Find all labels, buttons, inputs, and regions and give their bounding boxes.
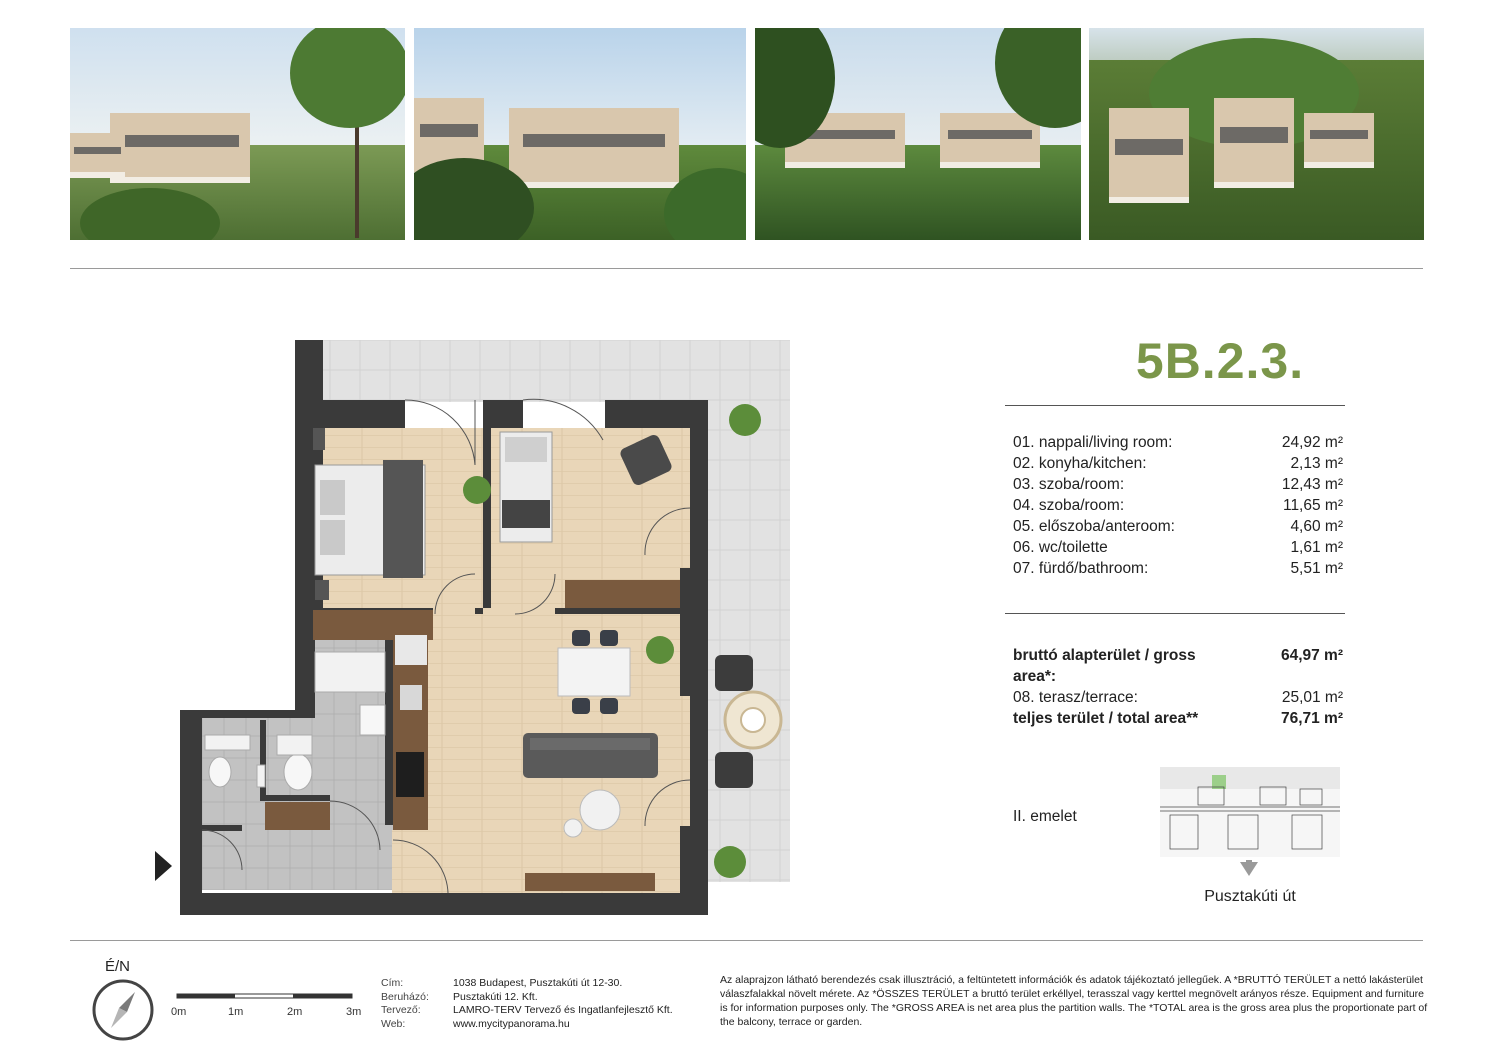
- sink: [360, 705, 385, 735]
- designer-value: LAMRO-TERV Tervező és Ingatlanfejlesztő Kft.: [453, 1004, 673, 1016]
- render-photo-2: [414, 28, 746, 240]
- gross-area-label: bruttó alapterület / gross area*:: [1013, 647, 1196, 685]
- room-row: [1013, 537, 1343, 558]
- total-area-value: 76,71 m²: [1280, 710, 1343, 727]
- room-list: [1013, 432, 1343, 579]
- info-divider-bottom: [1005, 613, 1345, 614]
- terrace-area-row: [1013, 687, 1343, 708]
- floor-plan: [180, 340, 790, 915]
- room-row: [1013, 453, 1343, 474]
- area-totals: [1013, 645, 1343, 729]
- room-area: 12,43 m²: [1281, 476, 1343, 493]
- street-label: Pusztakúti út: [1204, 888, 1296, 905]
- room-row: [1013, 474, 1343, 495]
- room-area: 11,65 m²: [1282, 497, 1343, 514]
- disclaimer-text: Az alaprajzon látható berendezés csak illusztráció, a feltüntetett információk és adatok tájékoztató jellegűek. A *BRUTTÓ TERÜLET a nettó lakásterület válaszfalakkal növelt mérete. Az *ÖSSZES TERÜLET a bruttó terület erkéllyel, terasszal vagy kerttel megnövelt arányos része. Equipment and furniture is for information purposes only. The *GROSS AREA is net area plus the partition walls. The *TOTAL area is the gross area plus the proportionate part of the balcony, terrace or garden.: [720, 974, 1428, 1028]
- room-row: [1013, 432, 1343, 453]
- room-row: [1013, 495, 1343, 516]
- top-divider: [70, 268, 1423, 269]
- room-area: 5,51 m²: [1290, 560, 1343, 577]
- toilet-bath: [284, 754, 312, 790]
- floor-label: II. emelet: [1013, 808, 1077, 825]
- gross-area-value: 64,97 m²: [1280, 647, 1343, 664]
- room-label: 06. wc/toilette: [1013, 539, 1108, 556]
- terrace: [323, 340, 790, 402]
- render-photo-4: [1089, 28, 1424, 240]
- scale-label-1: 1m: [228, 1006, 244, 1018]
- render-photo-3: [755, 28, 1081, 240]
- total-area-row: [1013, 708, 1343, 729]
- room-row: [1013, 516, 1343, 537]
- room-row: [1013, 558, 1343, 579]
- project-meta: [381, 977, 673, 1031]
- scale-label-0: 0m: [171, 1006, 187, 1018]
- bottom-divider: [70, 940, 1423, 941]
- scale-label-3: 3m: [346, 1006, 362, 1018]
- site-location-map: [1160, 767, 1340, 857]
- developer-value: Pusztakúti 12. Kft.: [453, 990, 538, 1003]
- hall-wardrobe: [265, 802, 330, 830]
- room-label: 03. szoba/room:: [1013, 476, 1125, 493]
- north-compass-icon: [91, 978, 155, 1042]
- toilet-wc: [209, 757, 231, 787]
- room-area: 24,92 m²: [1281, 434, 1343, 451]
- terrace-chair-1: [715, 655, 753, 691]
- dining-table: [558, 648, 630, 696]
- address-key: Cím:: [381, 977, 404, 989]
- designer-key: Tervező:: [381, 1004, 421, 1016]
- room-label: 01. nappali/living room:: [1013, 434, 1173, 451]
- terrace-chair-2: [715, 752, 753, 788]
- scale-label-2: 2m: [287, 1006, 303, 1018]
- address-value: 1038 Budapest, Pusztakúti út 12-30.: [453, 977, 623, 989]
- compass-label: É/N: [105, 958, 131, 975]
- web-link[interactable]: www.mycitypanorama.hu: [453, 1017, 570, 1030]
- room-label: 04. szoba/room:: [1013, 497, 1125, 514]
- web-key: Web:: [381, 1017, 406, 1030]
- scale-bar: [170, 990, 360, 1022]
- room-area: 1,61 m²: [1290, 539, 1343, 556]
- total-area-label: teljes terület / total area**: [1013, 710, 1199, 727]
- unit-code: 5B.2.3.: [1135, 333, 1305, 389]
- tv-unit: [525, 873, 655, 891]
- terrace-area-label: 08. terasz/terrace:: [1013, 689, 1138, 706]
- gross-area-row: [1013, 645, 1343, 687]
- bathtub: [315, 652, 385, 692]
- room-area: 2,13 m²: [1290, 455, 1343, 472]
- room-label: 07. fürdő/bathroom:: [1013, 560, 1149, 577]
- street-direction-icon: [1240, 862, 1258, 876]
- coffee-table: [580, 790, 620, 830]
- info-divider-top: [1005, 405, 1345, 406]
- render-photo-1: [70, 28, 405, 240]
- entrance-arrow-icon: [155, 851, 172, 881]
- room-area: 4,60 m²: [1290, 518, 1343, 535]
- room-label: 02. konyha/kitchen:: [1013, 455, 1147, 472]
- room-label: 05. előszoba/anteroom:: [1013, 518, 1175, 535]
- wardrobe-2: [565, 580, 680, 608]
- developer-key: Beruházó:: [381, 990, 429, 1003]
- terrace-area-value: 25,01 m²: [1281, 689, 1343, 706]
